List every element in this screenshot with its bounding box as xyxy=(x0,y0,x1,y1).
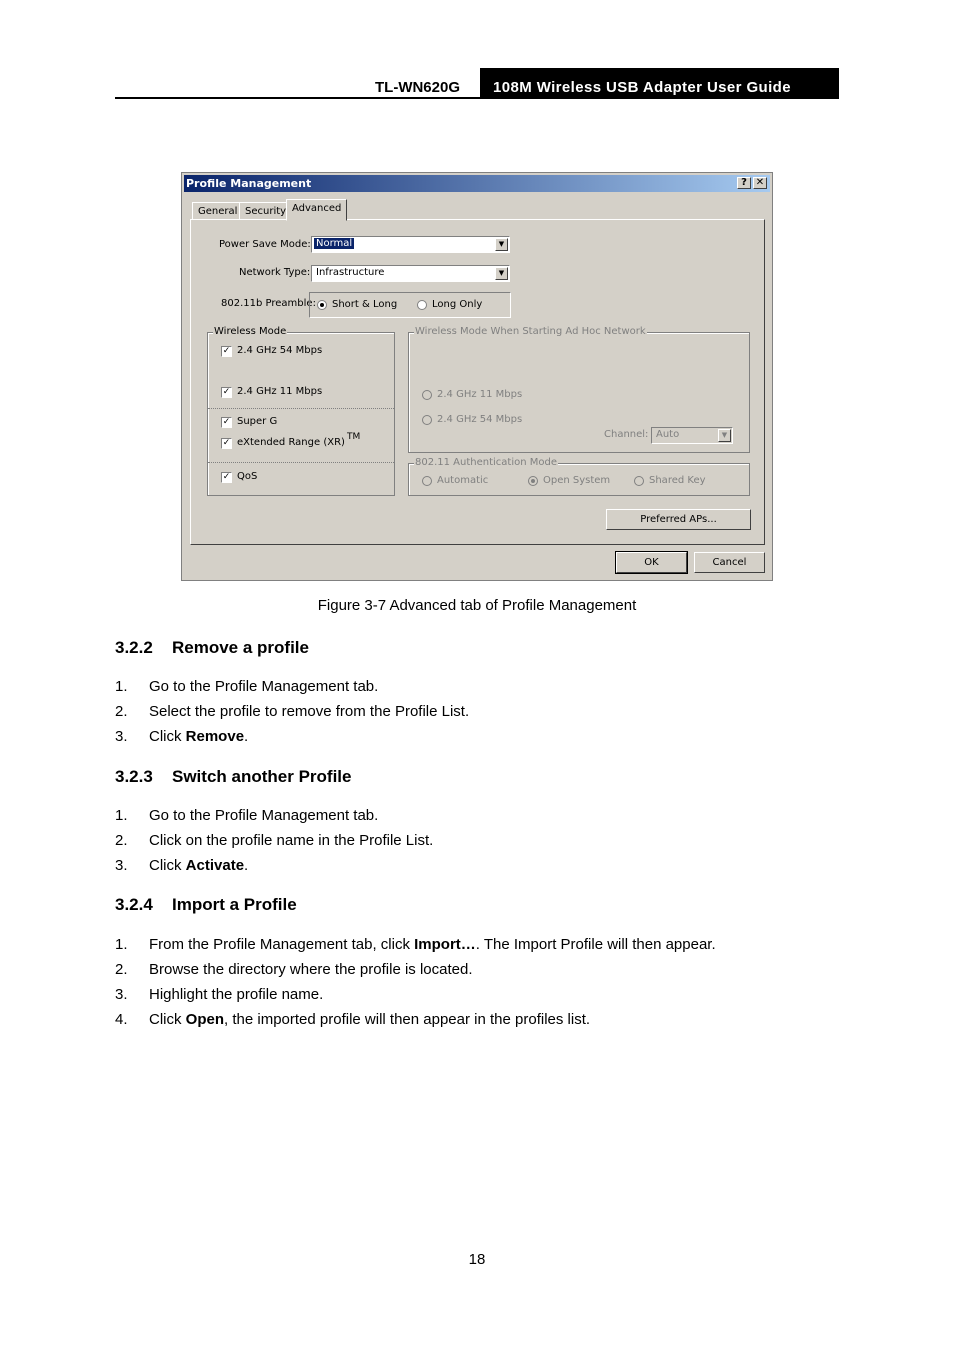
divider xyxy=(208,462,394,463)
auth-automatic-radio[interactable] xyxy=(422,476,432,486)
chevron-down-icon: ▼ xyxy=(718,429,731,442)
profile-management-dialog xyxy=(181,172,773,581)
tab-general[interactable]: General xyxy=(192,202,243,220)
list-item: 2. Select the profile to remove from the Profile List. xyxy=(115,703,470,720)
auth-mode-group xyxy=(408,457,750,496)
list-item: 1. Go to the Profile Management tab. xyxy=(115,807,379,824)
network-type-value: Infrastructure xyxy=(316,267,385,278)
power-save-label: Power Save Mode: xyxy=(219,239,311,250)
wireless-mode-title: Wireless Mode xyxy=(214,326,287,337)
auth-open-system-label: Open System xyxy=(543,475,611,486)
adhoc-54-radio[interactable] xyxy=(422,415,432,425)
preamble-long-only-radio[interactable] xyxy=(417,300,427,310)
section-number: 3.2.4 xyxy=(115,895,153,914)
divider xyxy=(208,408,394,409)
preamble-long-only-label: Long Only xyxy=(432,299,483,310)
channel-select[interactable] xyxy=(651,427,733,444)
wireless-mode-group xyxy=(207,326,395,496)
preamble-short-long-radio[interactable] xyxy=(317,300,327,310)
preamble-box xyxy=(309,292,511,318)
header-guide-banner xyxy=(480,68,839,99)
advanced-panel xyxy=(190,219,765,545)
wm-11-checkbox[interactable]: ✓ xyxy=(222,387,231,397)
adhoc-11-radio[interactable] xyxy=(422,390,432,400)
section-number: 3.2.3 xyxy=(115,767,153,786)
channel-value: Auto xyxy=(656,429,680,440)
list-item: 1. From the Profile Management tab, click Import…. The Import Profile will then appear. xyxy=(115,936,716,953)
adhoc-11-label: 2.4 GHz 11 Mbps xyxy=(437,389,523,400)
xr-label: eXtended Range (XR) xyxy=(237,437,345,448)
auth-shared-key-radio[interactable] xyxy=(634,476,644,486)
super-g-label: Super G xyxy=(237,416,278,427)
adhoc-mode-title: Wireless Mode When Starting Ad Hoc Network xyxy=(415,326,646,337)
auth-mode-title: 802.11 Authentication Mode xyxy=(415,457,558,468)
section-title: Import a Profile xyxy=(172,895,297,914)
list-item: 4. Click Open, the imported profile will then appear in the profiles list. xyxy=(115,1011,591,1028)
auth-automatic-label: Automatic xyxy=(437,475,489,486)
header-model: TL-WN620G xyxy=(375,79,461,96)
list-item: 3. Highlight the profile name. xyxy=(115,986,324,1003)
xr-checkbox[interactable]: ✓ xyxy=(222,438,231,448)
help-button[interactable]: ? xyxy=(737,177,751,189)
close-button[interactable]: ✕ xyxy=(753,177,767,189)
qos-checkbox[interactable]: ✓ xyxy=(222,472,231,482)
tab-security[interactable]: Security xyxy=(239,202,292,220)
section-heading-switch xyxy=(115,767,351,787)
auth-shared-key-label: Shared Key xyxy=(649,475,706,486)
chevron-down-icon: ▼ xyxy=(495,267,508,280)
list-item: 2. Browse the directory where the profile is located. xyxy=(115,961,473,978)
section-title: Remove a profile xyxy=(172,638,309,657)
dialog-titlebar xyxy=(184,175,770,192)
network-type-label: Network Type: xyxy=(239,267,311,278)
list-item: 3. Click Activate. xyxy=(115,857,249,874)
preamble-short-long-label: Short & Long xyxy=(332,299,398,310)
list-item: 1. Go to the Profile Management tab. xyxy=(115,678,379,695)
adhoc-mode-group xyxy=(408,326,750,453)
preferred-aps-button[interactable]: Preferred APs... xyxy=(606,509,751,530)
trademark-mark: TM xyxy=(347,432,361,442)
qos-label: QoS xyxy=(237,471,258,482)
super-g-checkbox[interactable]: ✓ xyxy=(222,417,231,427)
header-guide-title: 108M Wireless USB Adapter User Guide xyxy=(493,79,791,96)
adhoc-54-label: 2.4 GHz 54 Mbps xyxy=(437,414,523,425)
wm-54-label: 2.4 GHz 54 Mbps xyxy=(237,345,323,356)
wm-54-checkbox[interactable]: ✓ xyxy=(222,346,231,356)
network-type-select[interactable] xyxy=(311,265,510,282)
section-number: 3.2.2 xyxy=(115,638,153,657)
auth-open-system-radio[interactable] xyxy=(528,476,538,486)
section-heading-import xyxy=(115,895,297,915)
figure-caption: Figure 3-7 Advanced tab of Profile Management xyxy=(317,597,637,614)
power-save-value: Normal xyxy=(316,238,353,249)
channel-label: Channel: xyxy=(604,429,649,440)
ok-button[interactable]: OK xyxy=(616,552,687,573)
tab-advanced[interactable]: Advanced xyxy=(286,199,347,221)
wm-11-label: 2.4 GHz 11 Mbps xyxy=(237,386,323,397)
list-item: 3. Click Remove. xyxy=(115,728,249,745)
dialog-title: Profile Management xyxy=(186,177,312,190)
section-heading-remove xyxy=(115,638,309,658)
header-rule xyxy=(115,97,480,99)
power-save-select[interactable] xyxy=(311,236,510,253)
preamble-label: 802.11b Preamble: xyxy=(221,298,316,309)
cancel-button[interactable]: Cancel xyxy=(694,552,765,573)
page-number: 18 xyxy=(468,1251,486,1268)
chevron-down-icon: ▼ xyxy=(495,238,508,251)
section-title: Switch another Profile xyxy=(172,767,352,786)
list-item: 2. Click on the profile name in the Profile List. xyxy=(115,832,434,849)
